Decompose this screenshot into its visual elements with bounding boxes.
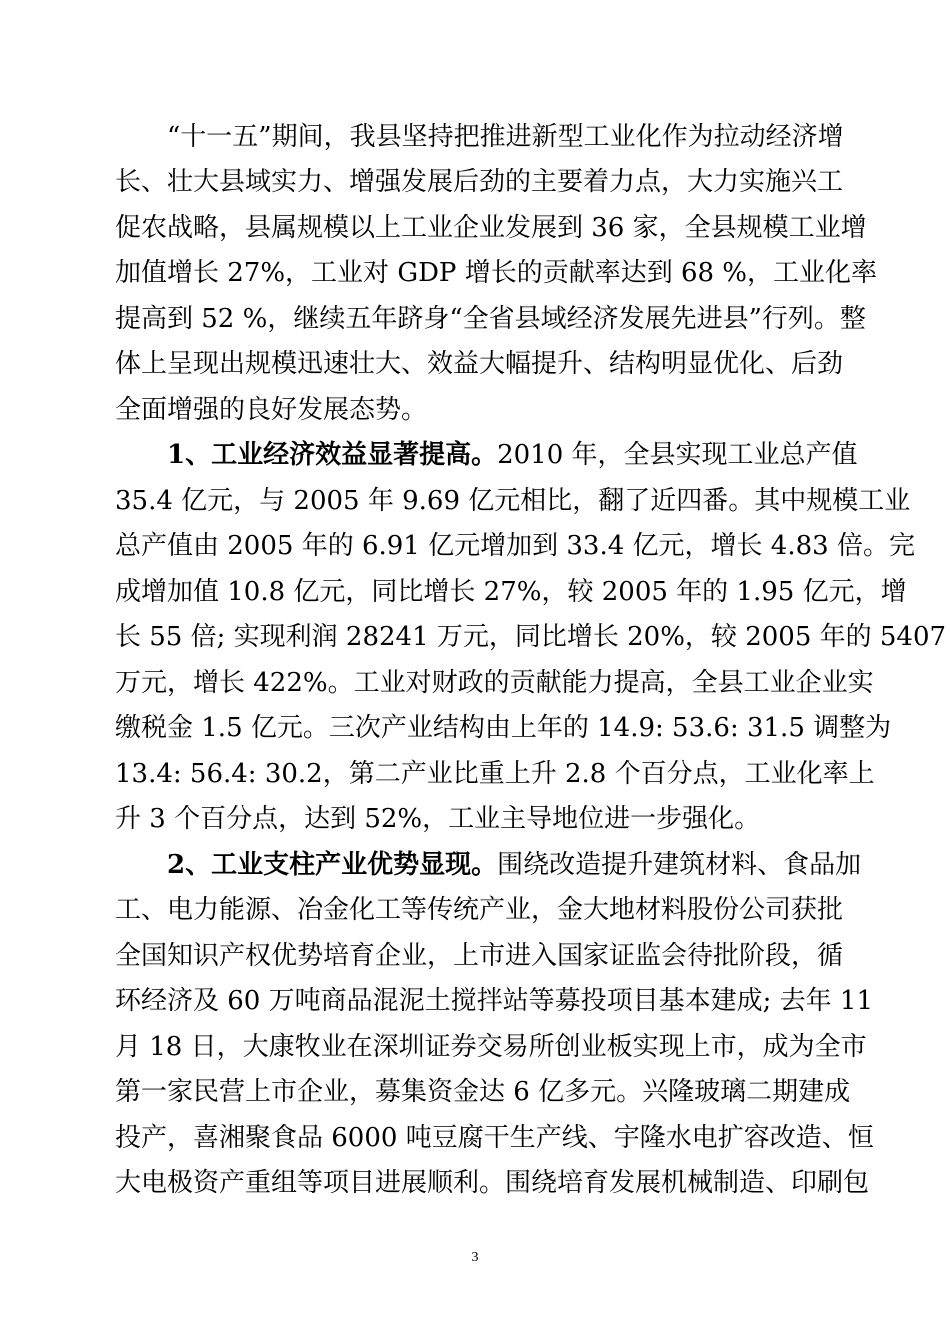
paragraph-3-line-8: 大电极资产重组等项目进展顺利。围绕培育发展机械制造、印刷包 bbox=[115, 1168, 870, 1198]
paragraph-2-line-1-text: 2010 年，全县实现工业总产值 bbox=[497, 440, 858, 470]
paragraph-1-line-7: 全面增强的良好发展态势。 bbox=[115, 395, 428, 425]
paragraph-1-line-5: 提高到 52 %，继续五年跻身“全省县域经济发展先进县”行列。整 bbox=[115, 304, 866, 334]
paragraph-3-heading: 2、工业支柱产业优势显现。 bbox=[167, 850, 498, 880]
page-number: 3 bbox=[471, 1250, 479, 1265]
paragraph-3-line-4: 环经济及 60 万吨商品混泥土搅拌站等募投项目基本建成; 去年 11 bbox=[115, 986, 873, 1016]
paragraph-3-line-7: 投产，喜湘聚食品 6000 吨豆腐干生产线、宇隆水电扩容改造、恒 bbox=[115, 1123, 874, 1153]
paragraph-1-line-1: “十一五”期间，我县坚持把推进新型工业化作为拉动经济增 bbox=[167, 122, 844, 152]
paragraph-2-line-4: 成增加值 10.8 亿元，同比增长 27%，较 2005 年的 1.95 亿元，增 bbox=[115, 577, 907, 607]
paragraph-3-line-1-text: 围绕改造提升建筑材料、食品加 bbox=[497, 850, 862, 880]
paragraph-1-line-2: 长、壮大县域实力、增强发展后劲的主要着力点，大力实施兴工 bbox=[115, 167, 844, 197]
paragraph-2-line-1 bbox=[167, 433, 858, 477]
paragraph-2-heading: 1、工业经济效益显著提高。 bbox=[167, 440, 498, 470]
paragraph-3-line-6: 第一家民营上市企业，募集资金达 6 亿多元。兴隆玻璃二期建成 bbox=[115, 1077, 851, 1107]
paragraph-1-line-4: 加值增长 27%，工业对 GDP 增长的贡献率达到 68 %，工业化率 bbox=[115, 258, 878, 288]
paragraph-3-line-1 bbox=[167, 843, 862, 887]
paragraph-3-line-3: 全国知识产权优势培育企业，上市进入国家证监会待批阶段，循 bbox=[115, 941, 844, 971]
paragraph-2-line-7: 缴税金 1.5 亿元。三次产业结构由上年的 14.9: 53.6: 31.5 调整为 bbox=[115, 713, 892, 743]
paragraph-2-line-5: 长 55 倍; 实现利润 28241 万元，同比增长 20%，较 2005 年的 5407 bbox=[115, 622, 947, 652]
paragraph-2-line-6: 万元，增长 422%。工业对财政的贡献能力提高，全县工业企业实 bbox=[115, 668, 874, 698]
paragraph-2-line-2: 35.4 亿元，与 2005 年 9.69 亿元相比，翻了近四番。其中规模工业 bbox=[115, 486, 911, 516]
paragraph-2-line-3: 总产值由 2005 年的 6.91 亿元增加到 33.4 亿元，增长 4.83 倍。完 bbox=[115, 531, 915, 561]
paragraph-2-line-9: 升 3 个百分点，达到 52%，工业主导地位进一步强化。 bbox=[115, 804, 761, 834]
paragraph-1-line-3: 促农战略，县属规模以上工业企业发展到 36 家，全县规模工业增 bbox=[115, 213, 867, 243]
paragraph-3-line-2: 工、电力能源、冶金化工等传统产业，金大地材料股份公司获批 bbox=[115, 895, 844, 925]
paragraph-1-line-6: 体上呈现出规模迅速壮大、效益大幅提升、结构明显优化、后劲 bbox=[115, 349, 844, 379]
paragraph-2-line-8: 13.4: 56.4: 30.2，第二产业比重上升 2.8 个百分点，工业化率上 bbox=[115, 759, 875, 789]
paragraph-3-line-5: 月 18 日，大康牧业在深圳证券交易所创业板实现上市，成为全市 bbox=[115, 1032, 867, 1062]
